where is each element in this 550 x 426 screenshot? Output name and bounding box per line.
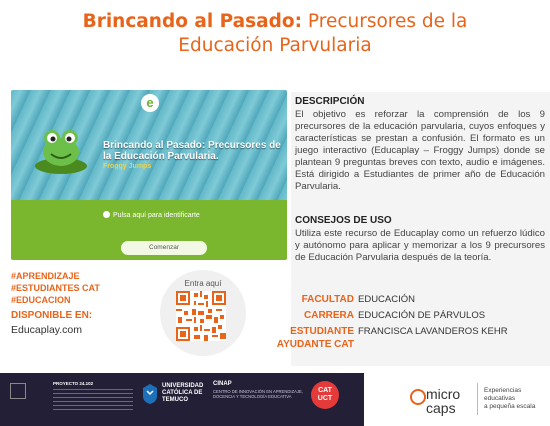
credit-label: CARRERA xyxy=(304,310,354,321)
game-preview[interactable] xyxy=(11,90,287,260)
hashtags xyxy=(11,270,100,306)
university-name: UNIVERSIDAD CATÓLICA DE TEMUCO xyxy=(162,383,204,403)
microcaps-tagline: Experiencias educativas a pequeña escala xyxy=(484,387,536,410)
hashtag: #ESTUDIANTES CAT xyxy=(11,283,100,293)
credit-value: FRANCISCA LAVANDEROS KEHR xyxy=(358,326,508,337)
description-text: El objetivo es reforzar la comprensión de los 9 precursores de la educación parvularia, cuyos enfoques y características se prestan a confusión. El formato es un juego interactivo (Educaplay – Froggy Jumps) donde se plantean 9 preguntas breves con texto, audio e imágenes. Está dirigido a Estudiantes de primer año de Educación Parvularia. xyxy=(295,109,545,192)
hashtag: #EDUCACION xyxy=(11,295,71,305)
qr-label: Entra aquí xyxy=(184,279,222,288)
divider xyxy=(477,383,478,415)
identify-link[interactable] xyxy=(103,211,200,219)
user-icon xyxy=(103,211,110,218)
game-subtitle: Froggy Jumps xyxy=(103,163,152,170)
cinap-description: CENTRO DE INNOVACIÓN EN APRENDIZAJE, DOCENCIA Y TECNOLOGÍA EDUCATIVA xyxy=(213,389,303,399)
government-seal-icon xyxy=(10,383,26,399)
microcaps-word-a: micro xyxy=(426,386,461,402)
credit-row xyxy=(270,308,550,324)
footer-partners xyxy=(0,373,364,426)
microcaps-logo xyxy=(412,387,460,415)
available-label: DISPONIBLE EN: xyxy=(11,310,93,321)
page-title xyxy=(0,10,550,58)
educaplay-link[interactable]: Educaplay.com xyxy=(11,324,83,336)
qr-code-icon[interactable] xyxy=(176,291,226,341)
credit-row xyxy=(270,292,550,308)
credit-value: EDUCACIÓN DE PÁRVULOS xyxy=(358,310,486,321)
uct-logo-icon xyxy=(142,383,158,405)
cat-logo: CAT UCT xyxy=(311,381,339,409)
description-section xyxy=(295,96,545,193)
hashtag: #APRENDIZAJE xyxy=(11,271,80,281)
usage-section xyxy=(295,215,545,264)
credit-label: FACULTAD xyxy=(301,294,354,305)
microcaps-word-b: caps xyxy=(426,400,456,416)
project-label: PROYECTO 24.102 xyxy=(53,381,94,386)
educaplay-logo-icon: e xyxy=(141,94,159,112)
identify-label: Pulsa aquí para identificarte xyxy=(113,212,200,219)
usage-text: Utiliza este recurso de Educaplay como un refuerzo lúdico y autónomo para aplicar y memorizar a los 9 precursores de Educación Parvularia después de la teoría. xyxy=(295,228,545,263)
credit-label: AYUDANTE CAT xyxy=(276,339,354,350)
project-description xyxy=(53,389,133,411)
credit-value: EDUCACIÓN xyxy=(358,294,416,305)
title-bold: Brincando al Pasado: xyxy=(82,11,303,32)
credits xyxy=(270,292,550,350)
frog-icon xyxy=(31,118,91,178)
game-title: Brincando al Pasado: Precursores de la Educación Parvularia. xyxy=(103,140,281,162)
usage-heading: CONSEJOS DE USO xyxy=(295,215,392,226)
description-heading: DESCRIPCIÓN xyxy=(295,96,365,107)
credit-label: ESTUDIANTE xyxy=(290,326,354,337)
start-button[interactable]: Comenzar xyxy=(121,241,207,255)
credit-row xyxy=(270,340,550,350)
credit-row xyxy=(270,324,550,340)
cinap-name: CINAP xyxy=(213,381,232,387)
footer xyxy=(0,373,550,426)
title-line2: Educación Parvularia xyxy=(178,35,372,56)
title-rest: Precursores de la xyxy=(307,11,468,32)
